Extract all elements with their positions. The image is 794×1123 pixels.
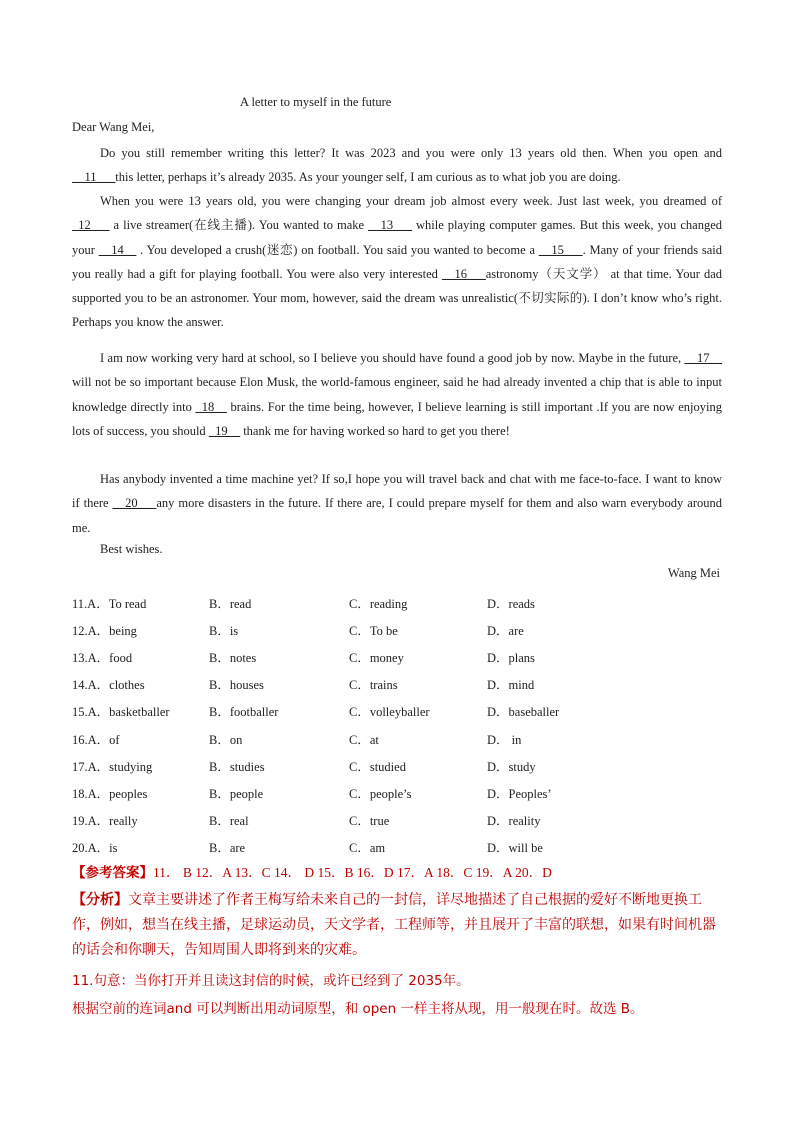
option-a: 20.A．is [72, 841, 118, 856]
option-c: C．volleyballer [349, 705, 430, 720]
p2-text-g: astronomy（天文学） at that time. Your dad supported you to be an astronomer. Your mom, however, said the dream was unrealistic(不切实际的). I don’t know who’s right. Perhaps you know the answer. [72, 266, 722, 330]
option-d: D．reads [487, 596, 535, 611]
option-d: D．Peoples’ [487, 786, 552, 801]
analysis-text: 文章主要讲述了作者王梅写给未来自己的一封信，详尽地描述了自己根据的爱好不断地更换工作，例如，想当在线主播，足球运动员，天文学者，工程师等，并且展开了丰富的联想，如果有时间机器的话会和你聊天，告知周围人即将到来的灾难。 [72, 892, 716, 958]
p3-text-a: I am now working very hard at school, so I believe you should have found a good job by now. Maybe in the future, [100, 351, 685, 365]
option-d: D． in [487, 732, 522, 747]
option-d: D．mind [487, 678, 535, 693]
option-a: 17.A．studying [72, 759, 153, 774]
answer-tag: 【参考答案】 [72, 865, 153, 881]
blank-12: _12___ [72, 218, 110, 233]
p3-text-c: will not be so important because Elon Musk, the world-famous engineer, said he had already invented a chip that is able to input knowledge directly into [72, 375, 722, 414]
p2-text-d: while playing computer games. But this week, you changed your [72, 218, 722, 257]
option-c: C．To be [349, 623, 398, 638]
blank-17: __17__ [684, 351, 722, 365]
option-a: 14.A．clothes [72, 678, 145, 693]
option-c: C．true [349, 814, 390, 829]
explanation-11-meaning: 11.句意：当你打开并且读这封信的时候，或许已经到了 2035年。 [72, 973, 470, 989]
option-b: B．studies [209, 759, 265, 774]
paragraph-4 [72, 467, 722, 540]
option-a: 19.A．really [72, 814, 138, 829]
option-row [72, 752, 732, 779]
option-b: B．on [209, 732, 243, 747]
salutation: Dear Wang Mei, [72, 120, 155, 134]
p4-text-a: Has anybody invented a time machine yet? If so,I hope you will travel back and chat with me face-to-face. I want to know if there [72, 472, 722, 511]
blank-11: __11___ [72, 170, 116, 185]
option-b: B．read [209, 596, 252, 611]
option-b: B．people [209, 786, 264, 801]
blank-20: __20___ [112, 496, 157, 511]
option-a: 11.A．To read [72, 596, 147, 611]
option-d: D．reality [487, 814, 541, 829]
option-row [72, 725, 732, 752]
blank-13: __13___ [368, 218, 412, 233]
p1-text-c: this letter, perhaps it’s already 2035. As your younger self, I am curious as to what job you are doing. [115, 170, 621, 185]
p4-text-c: any more disasters in the future. If there are, I could prepare myself for them and also warn everybody around me. [72, 496, 722, 535]
option-b: B．is [209, 623, 239, 638]
p2-text-c: a live streamer(在线主播). You wanted to make [109, 218, 369, 233]
option-d: D．plans [487, 650, 535, 665]
p2-text-f: . Many of your friends said you really had a gift for playing football. You were also very interested [72, 242, 722, 281]
blank-15: __15___ [538, 242, 583, 257]
p1-text-a: Do you still remember writing this letter? It was 2023 and you were only 13 years old then. When you open and [100, 146, 722, 160]
blank-16: __16___ [441, 266, 486, 281]
option-a: 13.A．food [72, 650, 133, 665]
closing: Best wishes. [100, 542, 163, 556]
option-c: C．trains [349, 678, 398, 693]
option-d: D．are [487, 623, 524, 638]
paragraph-3 [72, 346, 722, 443]
option-c: C．am [349, 841, 386, 856]
option-c: C．studied [349, 759, 406, 774]
option-row [72, 779, 732, 806]
p2-text-a: When you were 13 years old, you were changing your dream job almost every week. Just last week, you dreamed of [100, 194, 722, 208]
p3-text-e: thank me for having worked so hard to get you there! [240, 423, 510, 438]
option-b: B．footballer [209, 705, 279, 720]
option-d: D．study [487, 759, 536, 774]
options-table [72, 589, 732, 861]
blank-14: __14__ [98, 242, 137, 257]
option-d: D．baseballer [487, 705, 560, 720]
paragraph-2 [72, 189, 722, 335]
paragraph-1 [72, 141, 722, 190]
answer-text: 11． B 12．A 13．C 14． D 15．B 16．D 17．A 18．C 19．A 20．D [153, 865, 552, 880]
explanation-11-reason: 根据空前的连词and 可以判断出用动词原型，和 open 一样主将从现，用一般现在时。故选 B。 [72, 1001, 644, 1017]
p3-text-d: brains. For the time being, however, I believe learning is still important .If you are now enjoying lots of success, you should [72, 399, 722, 438]
blank-18: _18__ [195, 399, 227, 414]
option-a: 15.A．basketballer [72, 705, 170, 720]
letter-title: A letter to myself in the future [240, 95, 392, 109]
option-c: C．reading [349, 596, 408, 611]
option-a: 16.A．of [72, 732, 120, 747]
option-row [72, 807, 732, 834]
option-row [72, 671, 732, 698]
analysis-tag: 【分析】 [72, 892, 128, 908]
option-a: 12.A．being [72, 623, 137, 638]
option-b: B．houses [209, 678, 264, 693]
option-b: B．are [209, 841, 246, 856]
answer-key [72, 861, 552, 881]
analysis [72, 888, 724, 963]
option-row [72, 698, 732, 725]
option-c: C．money [349, 650, 404, 665]
option-a: 18.A．peoples [72, 786, 148, 801]
blank-19: _19__ [208, 423, 241, 438]
option-b: B．notes [209, 650, 257, 665]
option-c: C．people’s [349, 786, 412, 801]
option-row [72, 616, 732, 643]
option-b: B．real [209, 814, 249, 829]
option-d: D．will be [487, 841, 543, 856]
p2-text-e: . You developed a crush(迷恋) on football. You said you wanted to become a [136, 242, 539, 257]
option-row [72, 589, 732, 616]
option-row [72, 643, 732, 670]
option-row [72, 834, 732, 861]
option-c: C．at [349, 732, 379, 747]
signature: Wang Mei [667, 566, 720, 580]
